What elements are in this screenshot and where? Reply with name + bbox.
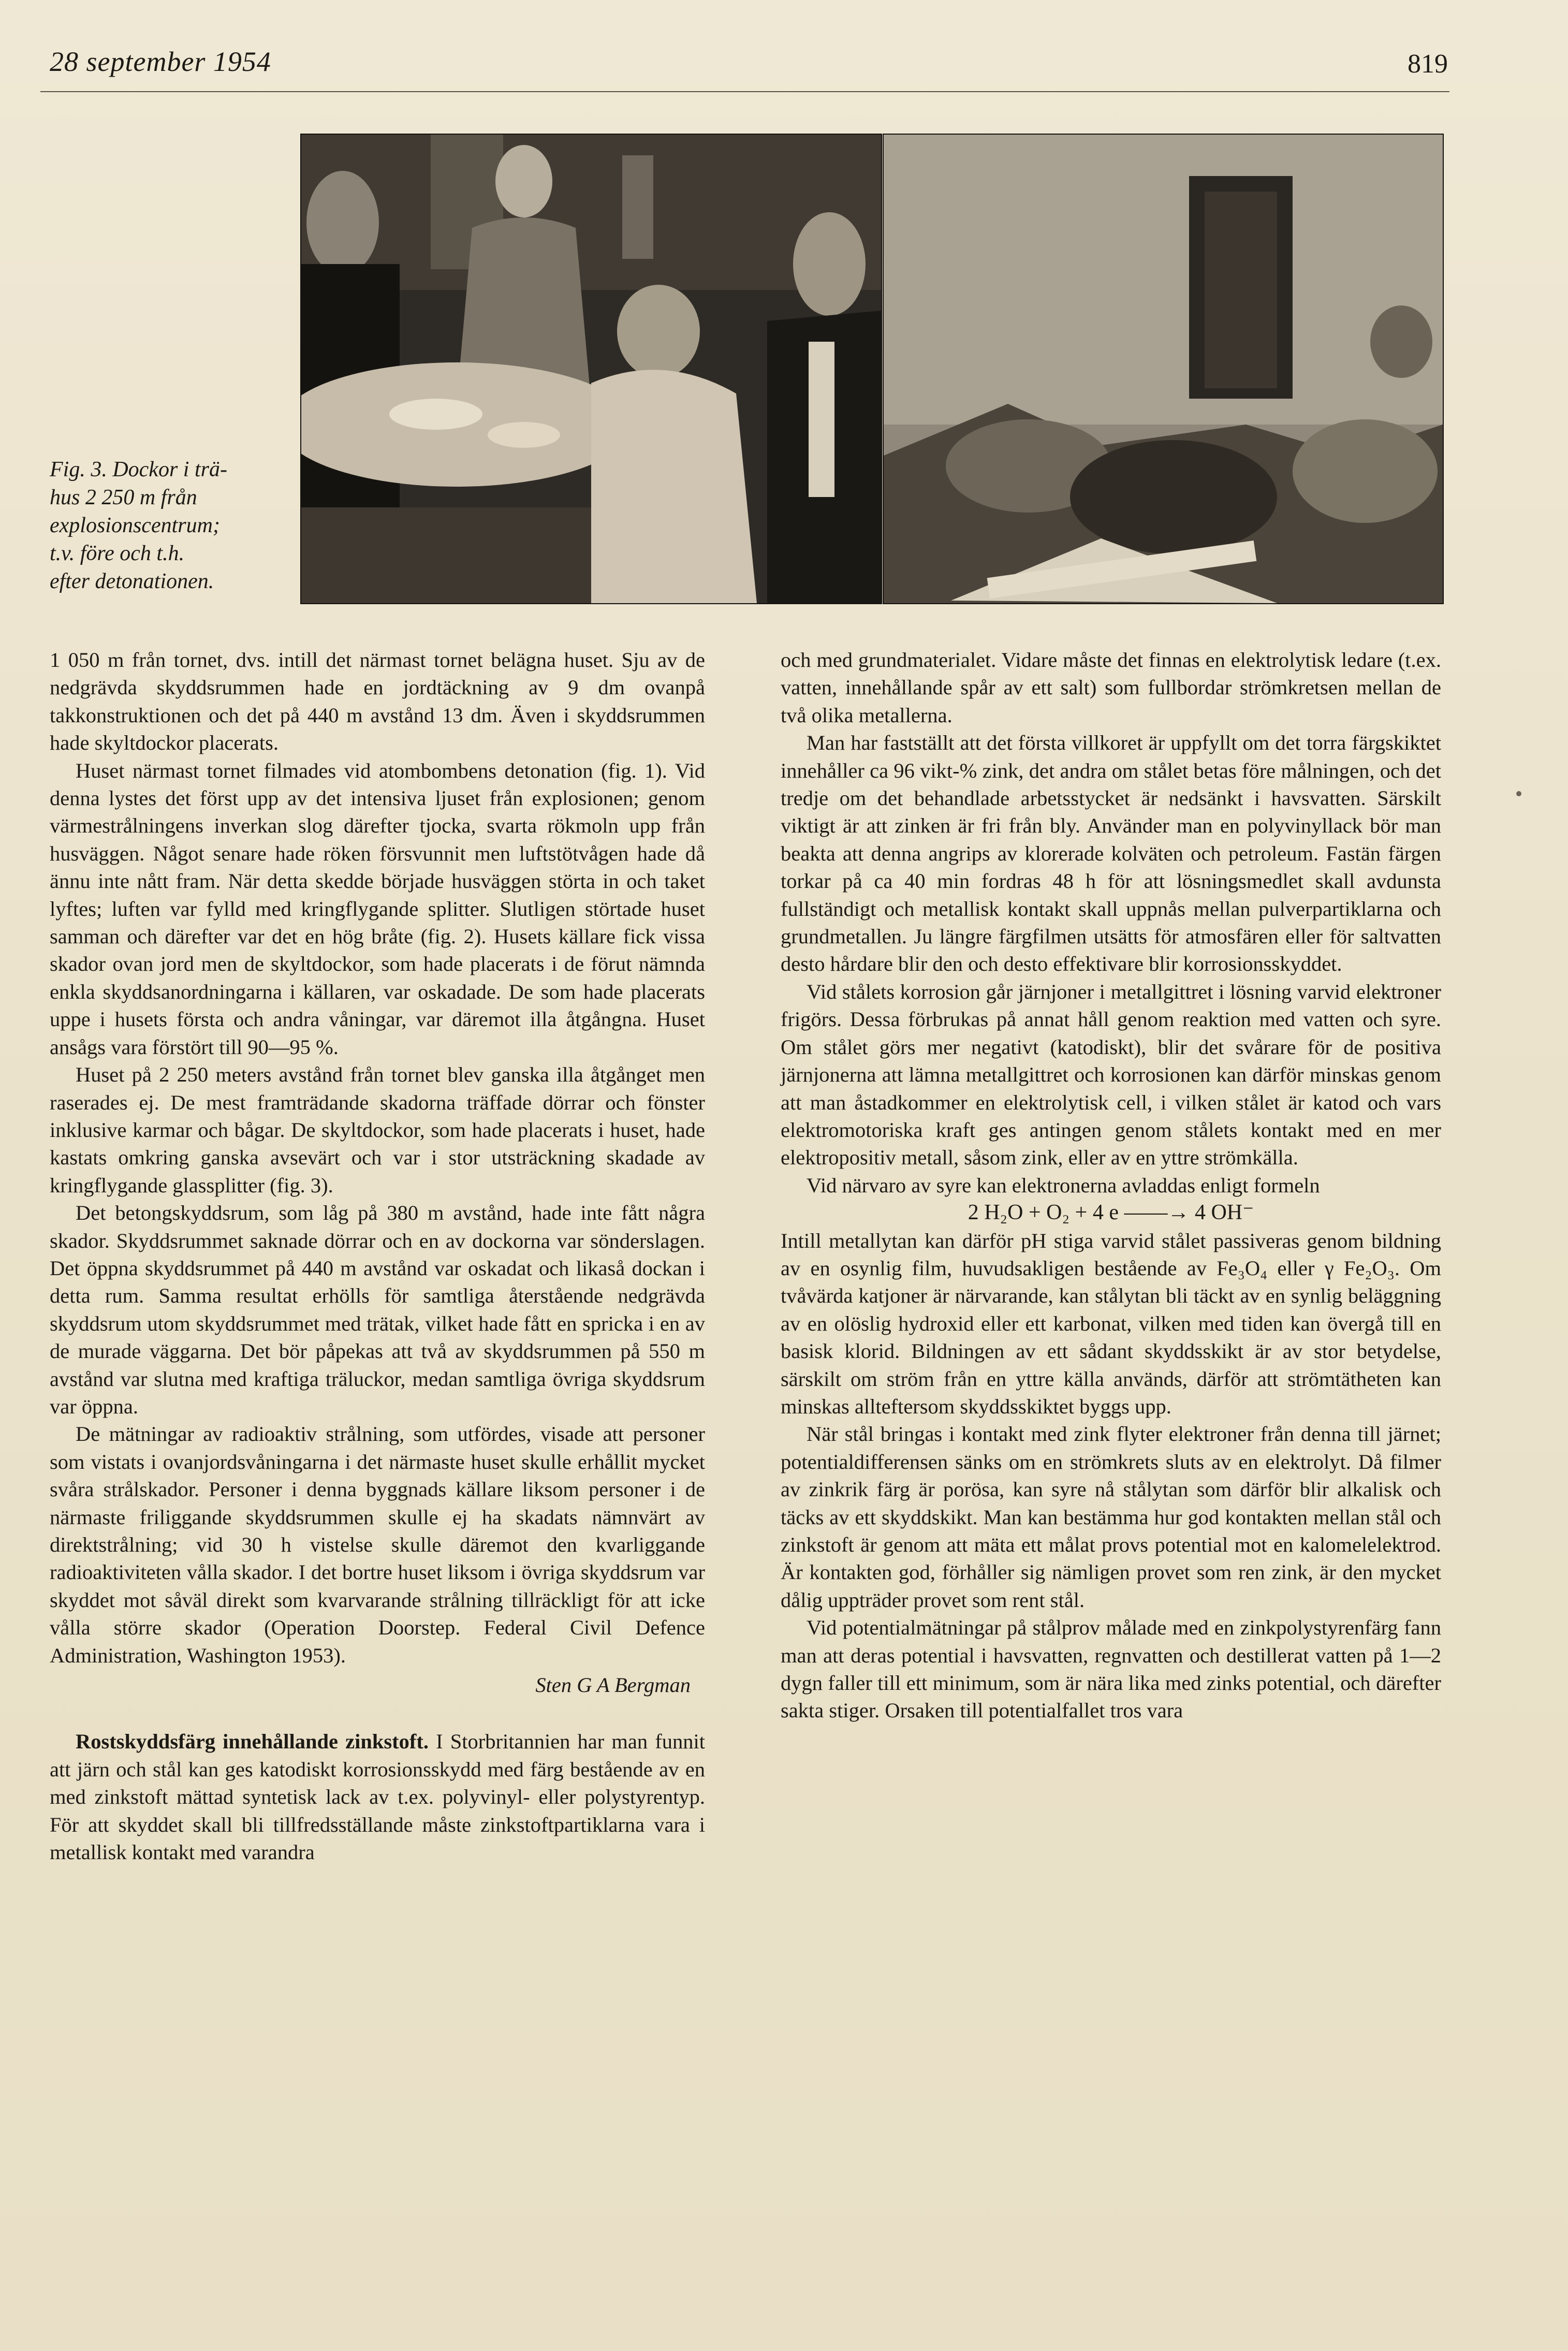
paragraph: Vid stålets korrosion går järnjoner i metallgittret i lösning varvid elektroner frigörs. Dessa förbrukas på annat håll genom reaktion med vatten och syre. Om stålet görs mer negativt (katodiskt), blir det svårare för de positiva järnjonerna att lämna metallgittret och korrosionen kan därför minskas genom att man åstadkommer en elektrolytisk cell, i vilken stålet är katod och vars elektromotoriska kraft ges antingen genom stålets kontakt med en mer elektropositiv metall, såsom zink, eller av en yttre strömkälla. [781,980,1441,1170]
caption-line: efter detonationen. [50,570,214,593]
caption-line: hus 2 250 m från [50,486,197,509]
caption-line: t.v. före och t.h. [50,542,185,565]
paragraph: Vid potentialmätningar på stålprov målade med en zinkpolystyrenfärg fann man att deras potential i havsvatten, regnvatten och destillerat vatten på 1—2 dygn faller till ett minimum, som är nära lika med zinks potential, och därefter sakta stiger. Orsaken till potentialfallet tros vara [781,1616,1441,1722]
author-signature: Sten G A Bergman [535,1673,691,1697]
figure-caption [50,456,293,595]
header-date: 28 september 1954 [50,46,271,77]
photo-before [300,134,882,604]
photo-before-image [301,135,881,603]
paragraph: Huset närmast tornet filmades vid atombombens detonation (fig. 1). Vid denna lystes det först upp av det intensiva ljuset från explosionen; genom värmestrålningens inverkan slog därefter tjocka, svarta rökmoln upp från husväggen. Något senare hade röken försvunnit men luftstötvågen hade då ännu inte nått fram. När detta skedde började husväggen störta in och taket lyftes; luften var fylld med kringflygande splitter. Slutligen störtade huset samman och därefter var det en hög bråte (fig. 2). Husets källare fick vissa skador ovan jord men de skyltdockor, som hade placerats i de förut nämnda enkla skyddsanordningarna i källaren, var oskadade. De som hade placerats uppe i husets första och andra våningar, var däremot illa åtgångna. Huset ansågs vara förstört till 90—95 %. [50,758,705,1059]
chemical-formula: 2 H₂O + O₂ + 4 e ——→ 4 OH⁻ [968,1201,1254,1225]
paragraph: 1 050 m från tornet, dvs. intill det närmast tornet belägna huset. Sju av de nedgrävda skyddsrummen hade en jordtäckning av 9 dm ovanpå takkonstruktionen och det på 440 m avstånd 13 dm. Även i skyddsrummen hade skyltdockor placerats. [50,648,705,755]
paragraph: Det betongskyddsrum, som låg på 380 m avstånd, hade inte fått några skador. Skyddsrummet saknade dörrar och en av dockorna var sönderslagen. Det öppna skyddsrummet på 440 m avstånd var oskadat och likaså dockan i detta rum. Samma resultat erhölls för samtliga återstående nedgrävda skyddsrum utom skyddsrummet med trätak, vilket hade fått en spricka i en av de murade väggarna. Det bör påpekas att två av skyddsrummen på 550 m avstånd var slutna med kraftiga träluckor, medan samtliga övriga skyddsrum var öppna. [50,1201,705,1418]
margin-dot [1516,791,1521,796]
article-text: I Storbritannien har man funnit att järn och stål kan ges katodiskt korrosionsskydd med färg bestående av en med zinkstoft mättad syntetisk lack av t.ex. polyvinyl- eller polystyrentyp. För att skyddet skall bli tillfredsställande måste zinkstoftpartiklarna vara i metallisk kontakt med varandra [50,1730,705,1864]
article-heading: Rostskyddsfärg innehållande zinkstoft. [76,1730,429,1754]
page-number: 819 [1408,49,1448,79]
paragraph: och med grundmaterialet. Vidare måste det finnas en elektrolytisk ledare (t.ex. vatten, innehållande spår av ett salt) som fullbordar strömkretsen mellan de två olika metallerna. [781,648,1441,727]
photo-after [883,134,1444,604]
paragraph: Huset på 2 250 meters avstånd från tornet blev ganska illa åtgånget men raserades ej. De mest framträdande skadorna träffade dörrar och fönster inklusive karmar och bågar. De skyltdockor, som hade placerats i huset, hade kastats omkring ganska avsevärt och var i stor utsträckning skadade av kringflygande glassplitter (fig. 3). [50,1063,705,1197]
article-paragraph [50,1728,705,1866]
photo-after-image [884,135,1443,603]
paragraph: De mätningar av radioaktiv strålning, som utfördes, visade att personer som vistats i ovanjordsvåningarna i det närmaste huset skulle erhållit mycket svåra strålskador. Personer i denna byggnads källare liksom personer i de närmaste friliggande skyddsrummen skulle ej ha skadats nämnvärt av direktstrålning; vid 30 h vistelse skulle däremot den kvarliggande radioaktiviteten vålla skador. I det bortre huset liksom i övriga skyddsrum var skyddet mot såväl direkt som kvarvarande strålning tillräckligt för att icke vålla större skador (Operation Doorstep. Federal Civil Defence Administration, Washington 1953). [50,1422,705,1667]
header-rule [40,91,1449,92]
caption-line: explosionscentrum; [50,514,220,537]
left-column [50,646,705,1866]
paragraph: När stål bringas i kontakt med zink flyter elektroner från denna till järnet; potentialdifferensen sänks om en strömkrets sluts av en elektrolyt. Då filmer av zinkrik färg är porösa, kan syre nå stålytan som därför blir alkalisk och täcks av ett skyddskikt. Man kan bestämma hur god kontakten mellan stål och zinkstoft är genom att mäta ett målat provs potential mot en kalomelelektrod. Är kontakten god, förhåller sig nämligen provet som ren zink, är den mycket dålig uppträder provet som rent stål. [781,1422,1441,1612]
paragraph: Intill metallytan kan därför pH stiga varvid stålet passiveras genom bildning av en osynlig film, huvudsakligen bestående av Fe₃O₄ eller γ Fe₂O₃. Om tvåvärda katjoner är närvarande, kan stålytan bli täckt av en synlig beläggning av en olöslig hydroxid eller ett karbonat, vilken med tiden kan övergå till en basisk klorid. Bildningen av ett sådant skyddsskikt är av stor betydelse, särskilt om ström från en yttre källa används, därför att strömtätheten kan minskas allteftersom skyddsskiktet byggs upp. [781,1229,1441,1418]
paragraph: Man har fastställt att det första villkoret är uppfyllt om det torra färgskiktet innehåller ca 96 vikt-% zink, det andra om stålet betas före målningen, och det tredje om det behandlade arbetsstycket är nedsänkt i havsvatten. Särskilt viktigt är att zinken är fri från bly. Använder man en polyvinyllack bör man beakta att denna angrips av klorerade kolväten och petroleum. Fastän färgen torkar på ca 40 min fordras 48 h för att lösningsmedlet skall avdunsta fullständigt och metallisk kontakt skall uppnås mellan pulverpartiklarna och grundmetallen. Ju längre färgfilmen utsätts för atmosfären eller för saltvatten desto hårdare blir den och desto effektivare blir korrosionsskyddet. [781,731,1441,976]
caption-line: Fig. 3. Dockor i trä- [50,458,227,481]
right-column [781,646,1441,1725]
paragraph: Vid närvaro av syre kan elektronerna avladdas enligt formeln [807,1173,1320,1197]
